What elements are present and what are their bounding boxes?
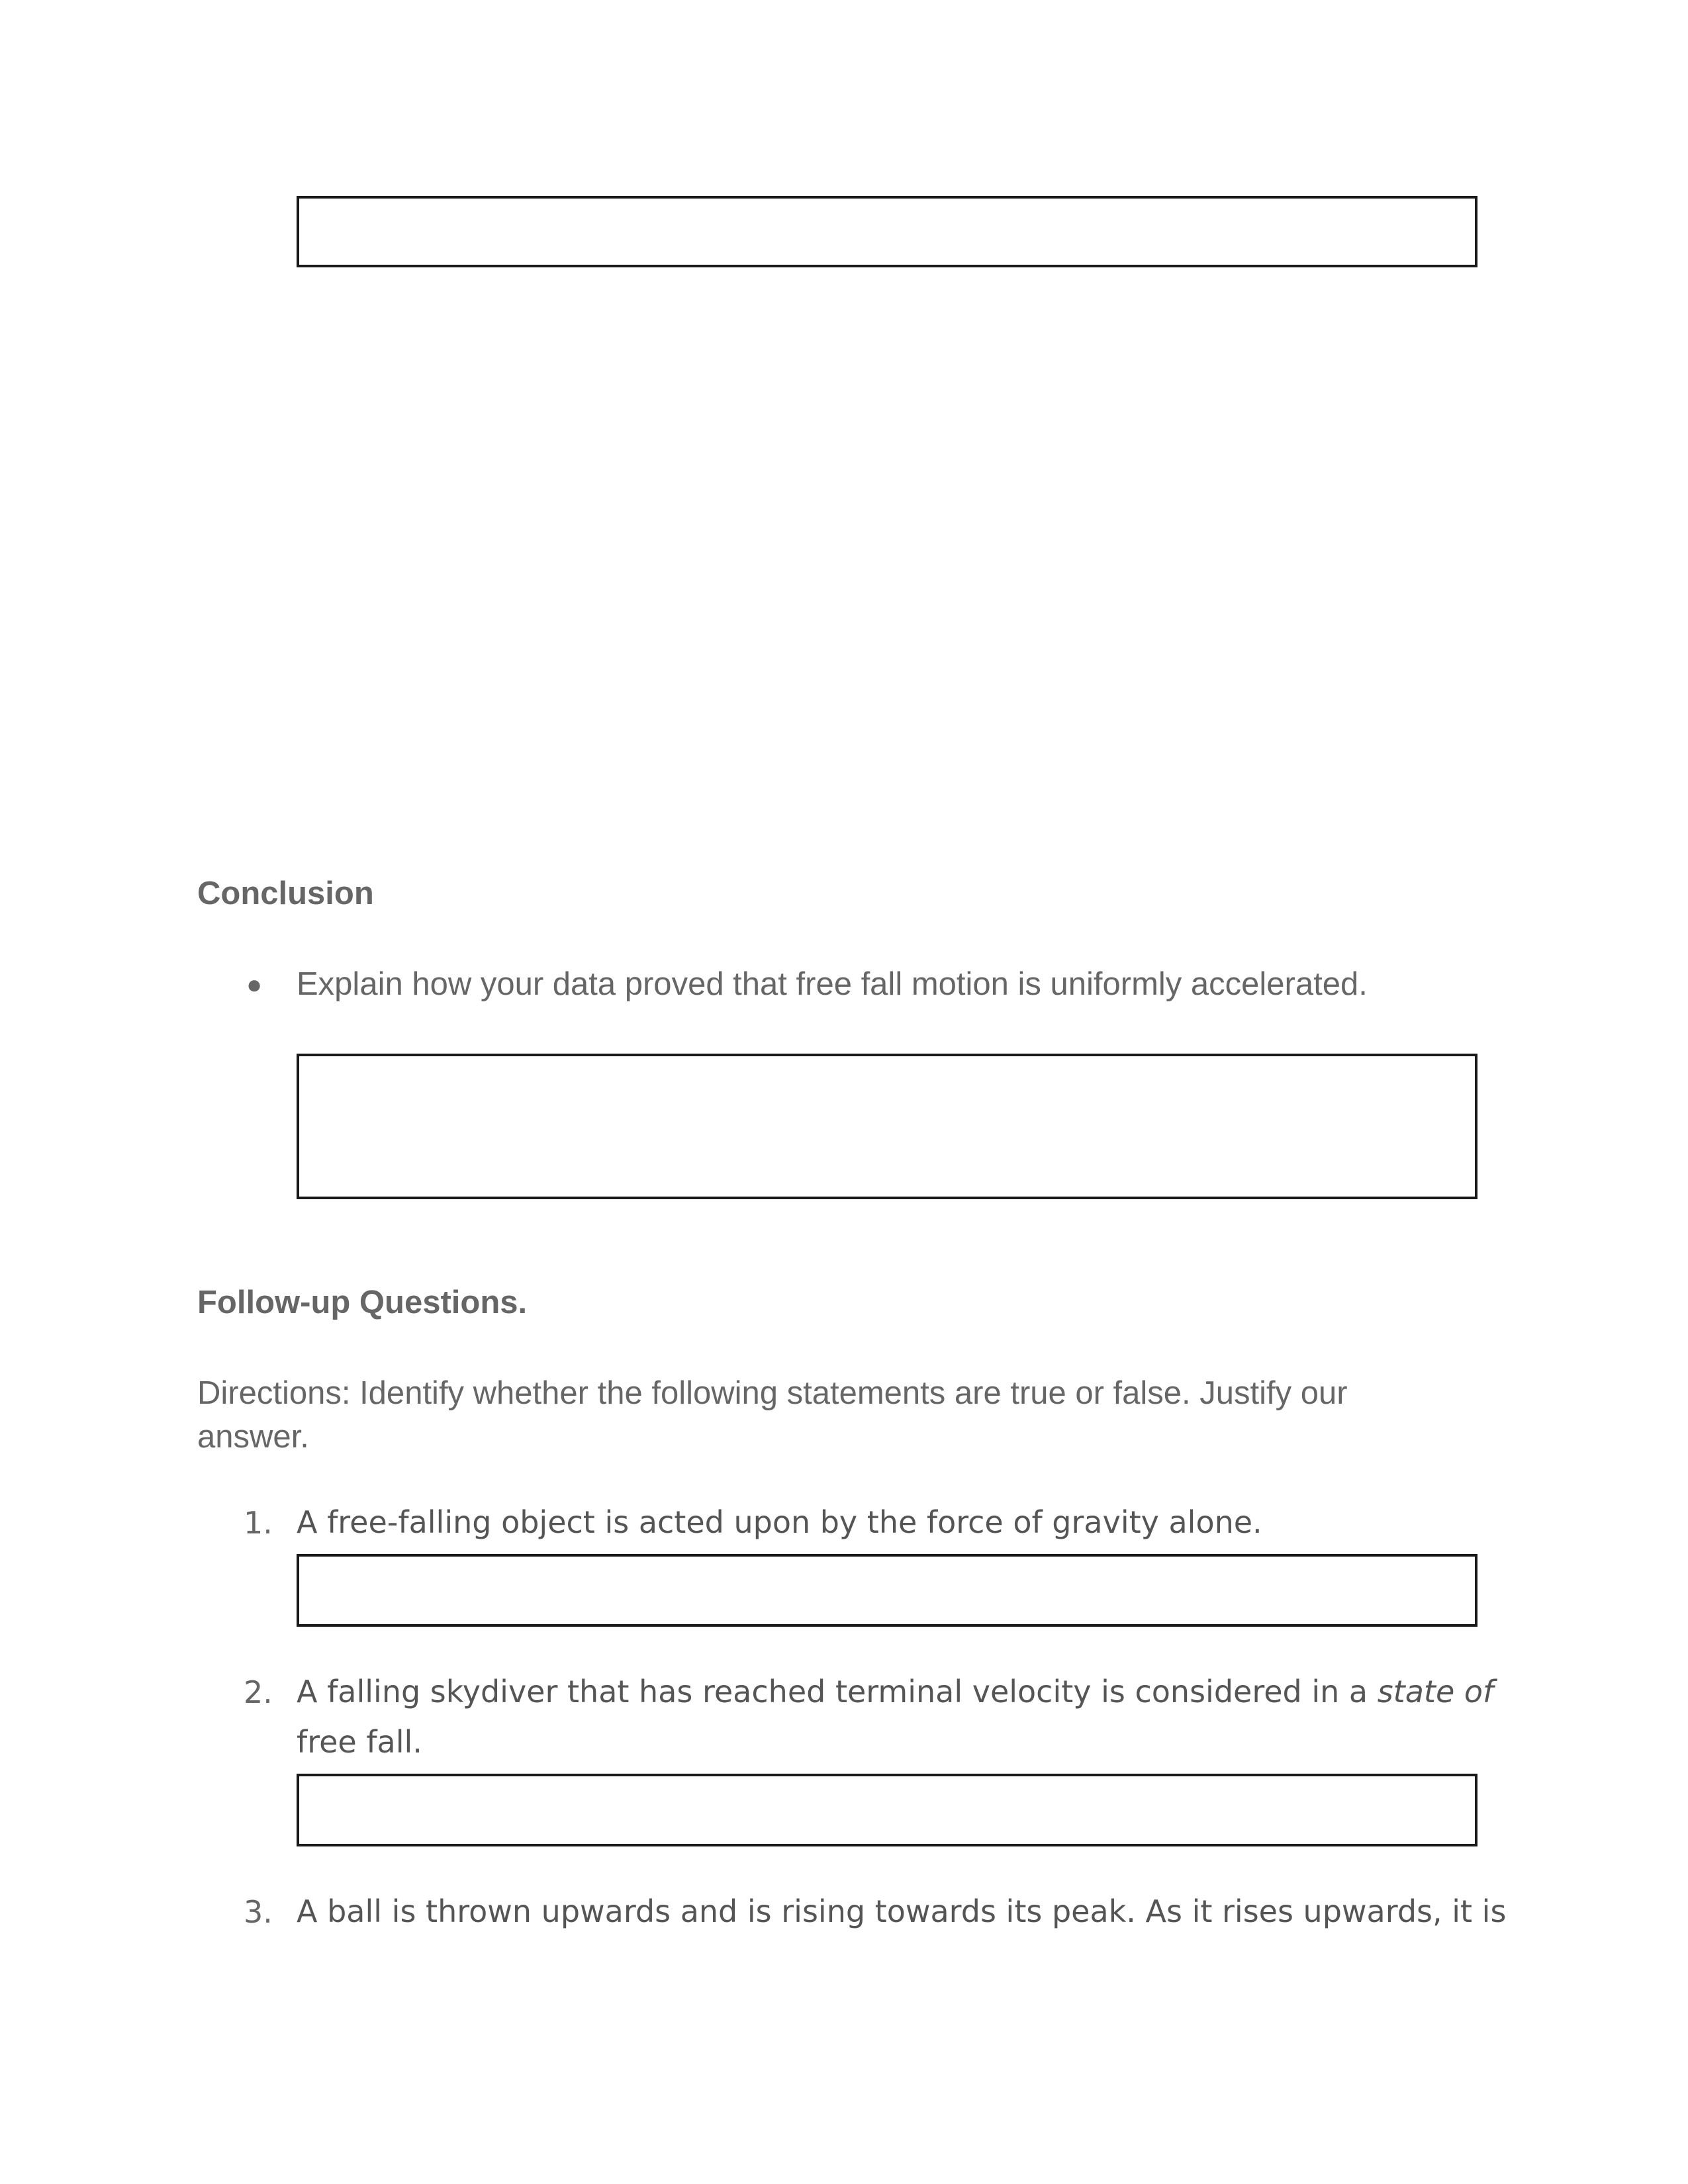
question-2-text xyxy=(297,1666,1508,1767)
question-2-number: 2. xyxy=(244,1674,273,1710)
question-3-text: A ball is thrown upwards and is rising towards its peak. As it rises upwards, it is xyxy=(297,1893,1507,1929)
follow-up-heading: Follow-up Questions. xyxy=(197,1285,528,1320)
question-2-text-italic: state of xyxy=(1377,1674,1494,1709)
answer-box-top[interactable] xyxy=(297,196,1477,267)
conclusion-prompt: Explain how your data proved that free fall motion is uniformly accelerated. xyxy=(297,966,1368,1002)
bullet-icon: ● xyxy=(246,970,263,999)
question-1-answer-box[interactable] xyxy=(297,1554,1477,1627)
question-1-text: A free-falling object is acted upon by the force of gravity alone. xyxy=(297,1504,1262,1540)
question-2-answer-box[interactable] xyxy=(297,1774,1477,1846)
question-1-number: 1. xyxy=(244,1505,273,1541)
question-2-text-end: free fall. xyxy=(297,1724,422,1760)
conclusion-heading: Conclusion xyxy=(197,876,374,911)
conclusion-answer-box[interactable] xyxy=(297,1054,1477,1199)
question-3-number: 3. xyxy=(244,1894,273,1930)
question-2-text-start: A falling skydiver that has reached terminal velocity is considered in a xyxy=(297,1674,1378,1709)
directions-text: Directions: Identify whether the following statements are true or false. Justify our answer. xyxy=(197,1375,1348,1455)
